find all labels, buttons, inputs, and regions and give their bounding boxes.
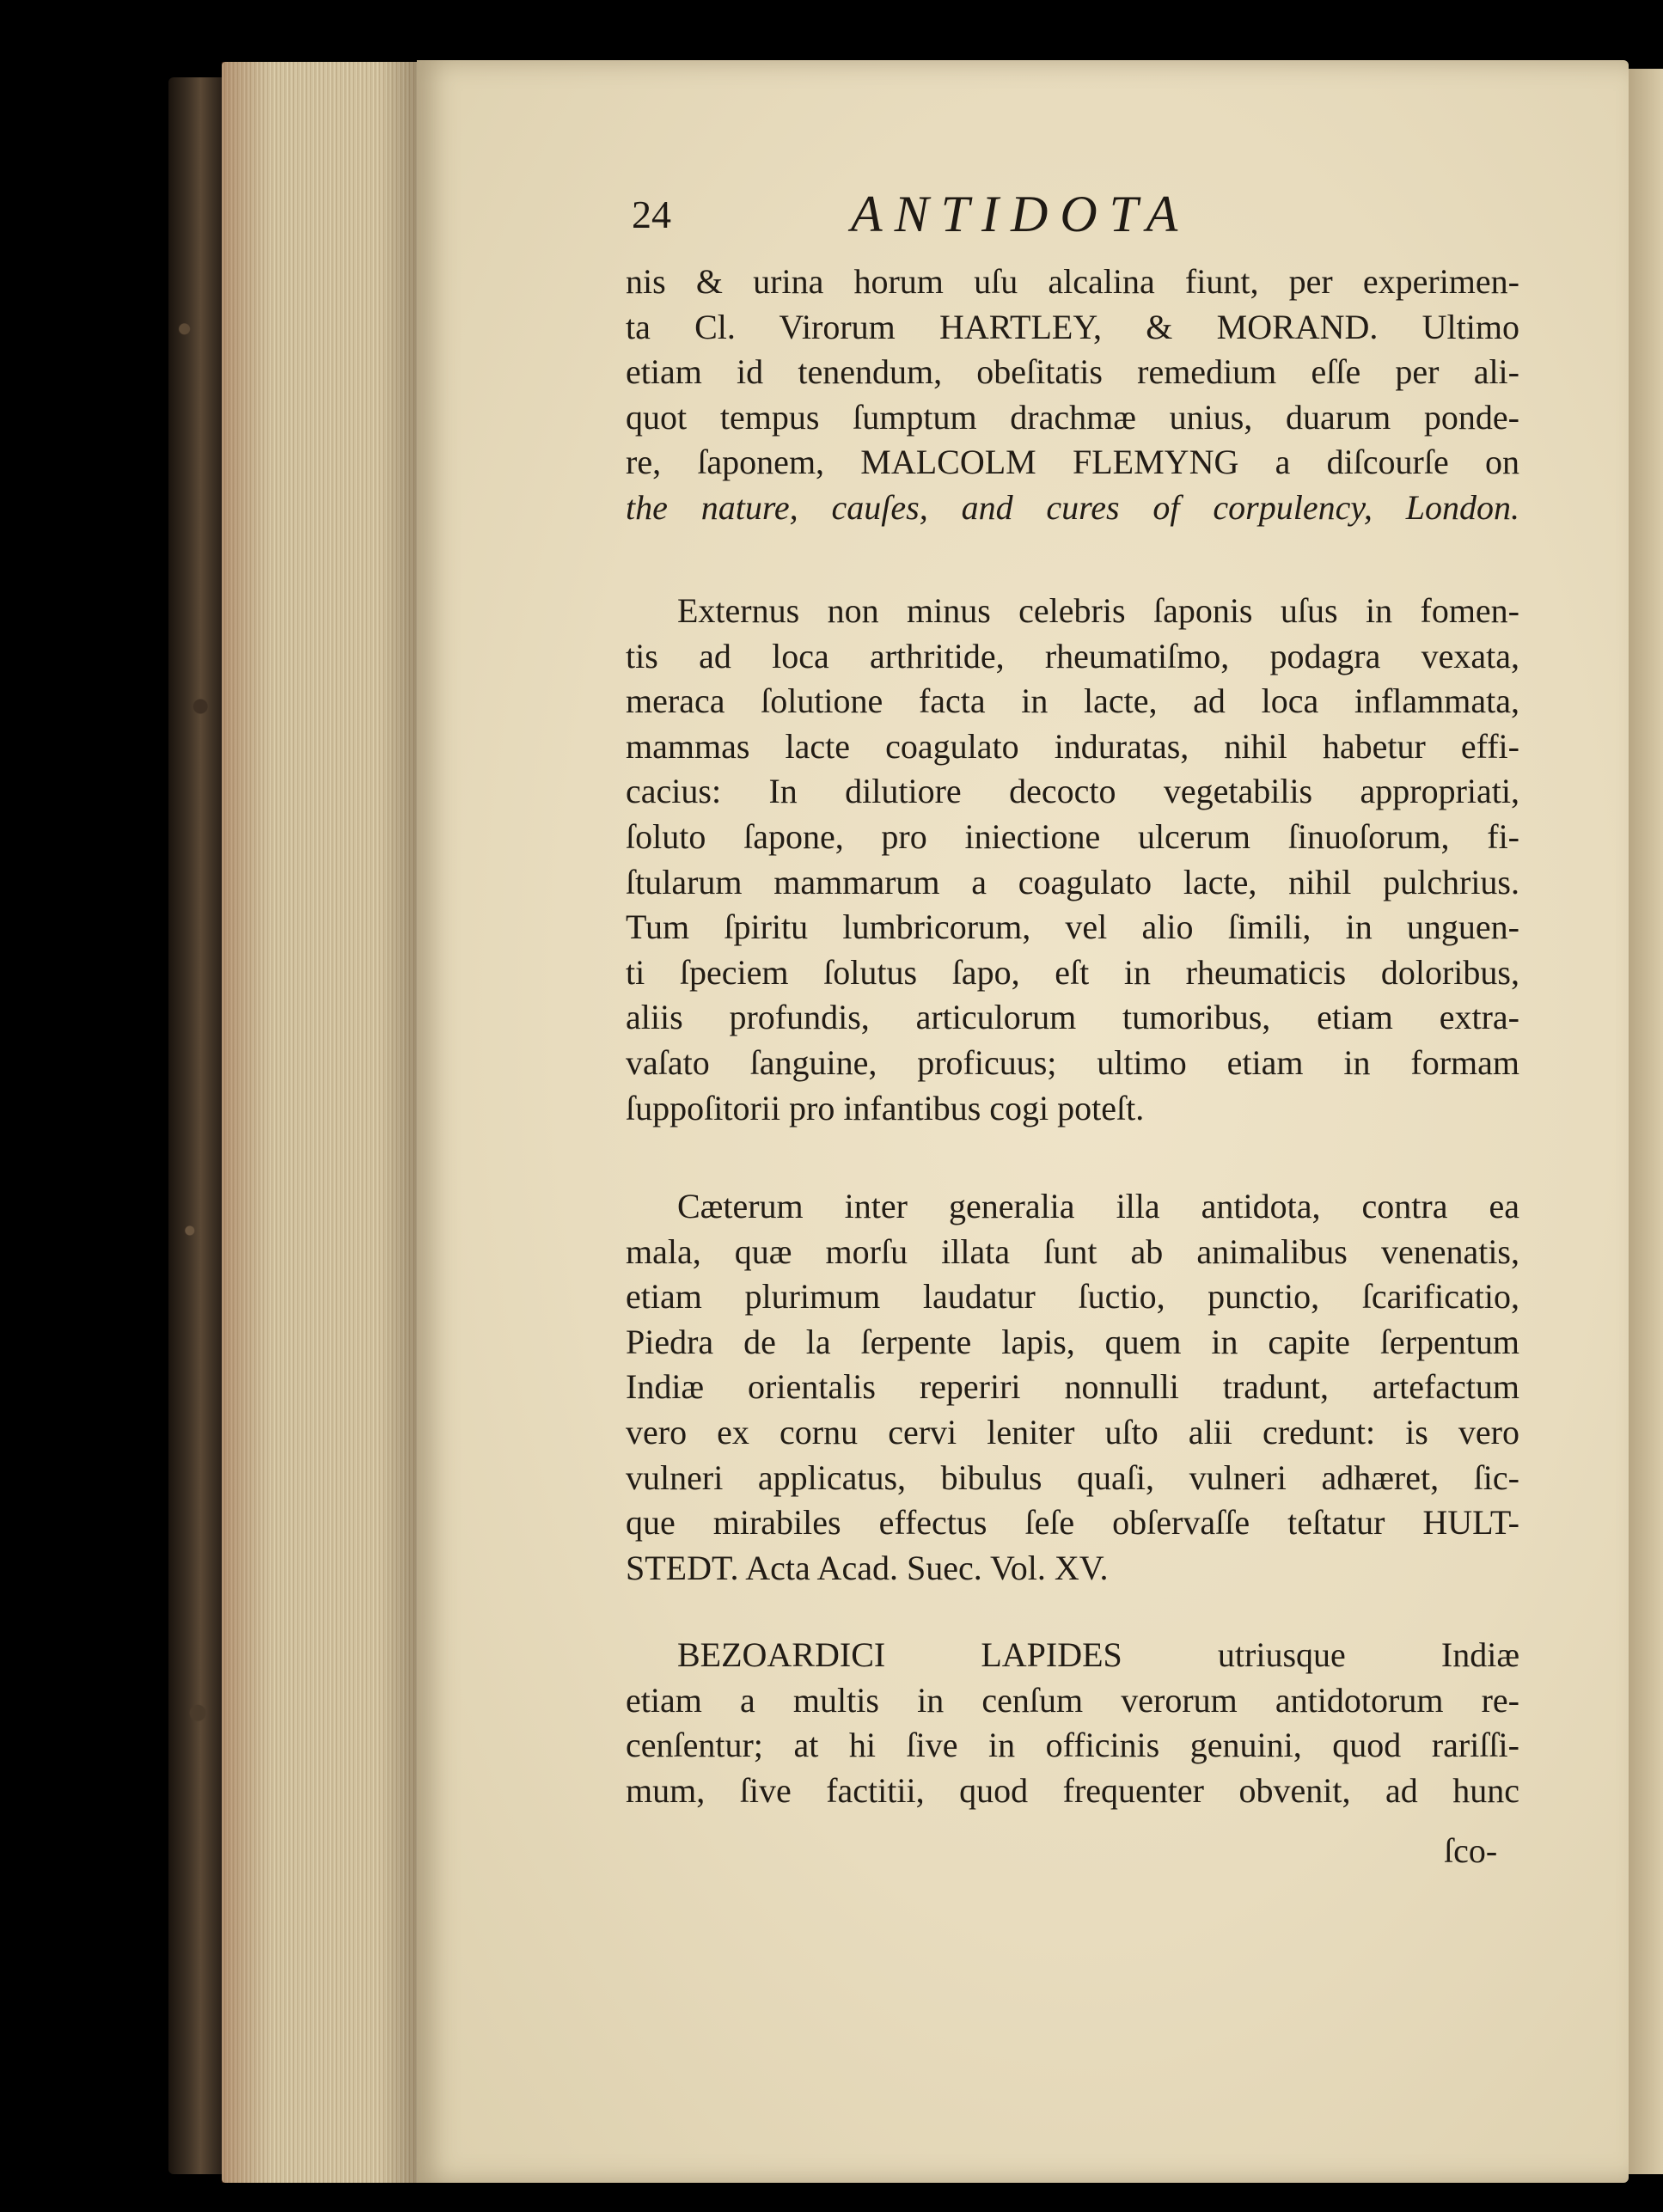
text-line: Cæterum inter generalia illa antidota, contra ea [677,1187,1519,1225]
text-line: mala, quæ morſu illata ſunt ab animalibus venenatis, [626,1231,1519,1271]
text-line: mammas lacte coagulato induratas, nihil habetur effi- [626,726,1519,766]
text-line: vulneri applicatus, bibulus quaſi, vulneri adhæret, ſic- [626,1457,1519,1497]
text-line: aliis profundis, articulorum tumoribus, etiam extra- [626,998,1519,1037]
page-header [632,185,1517,245]
running-head: ANTIDOTA [851,186,1190,242]
paragraph [626,1633,1519,1813]
text-line: cenſentur; at hi ſive in officinis genuini, quod rariſſi- [626,1726,1519,1765]
text-line: etiam plurimum laudatur ſuctio, punctio, ſcarificatio, [626,1277,1519,1317]
text-line: ſoluto ſapone, pro iniectione ulcerum ſinuoſorum, fi- [626,816,1519,856]
text-line: ſuppoſitorii pro infantibus cogi poteſt. [626,1088,1145,1127]
text-line: BEZOARDICI LAPIDES utriusque Indiæ [677,1635,1519,1674]
text-line: Piedra de la ſerpente lapis, quem in capite ſerpentum [626,1322,1519,1361]
text-line: re, ſaponem, MALCOLM FLEMYNG a diſcourſe on [626,443,1519,482]
text-line: tis ad loca arthritide, rheumatiſmo, podagra vexata, [626,636,1519,675]
text-line: ti ſpeciem ſolutus ſapo, eſt in rheumaticis doloribus, [626,952,1519,992]
text-line: mum, ſive factitii, quod frequenter obvenit, ad hunc [626,1770,1519,1810]
paragraph [626,589,1519,1131]
catchword: ſco- [1444,1831,1498,1870]
paragraph [626,260,1519,531]
book-cover-edge [168,77,222,2174]
text-line: Externus non minus celebris ſaponis uſus in fomen- [677,591,1519,630]
text-line: nis & urina horum uſu alcalina fiunt, per experimen- [626,262,1519,301]
text-line: vero ex cornu cervi leniter uſto alii credunt: is vero [626,1412,1519,1451]
text-line: STEDT. Acta Acad. Suec. Vol. XV. [626,1548,1109,1587]
text-line: etiam a multis in cenſum verorum antidotorum re- [626,1680,1519,1720]
facing-page-edge [1629,69,1663,2174]
text-line: the nature, cauſes, and cures of corpulency, London. [626,487,1519,527]
text-line: Indiæ orientalis reperiri nonnulli tradunt, artefactum [626,1367,1519,1407]
text-line: meraca ſolutione facta in lacte, ad loca inflammata, [626,681,1519,721]
page-number: 24 [632,192,671,236]
text-line: Tum ſpiritu lumbricorum, vel alio ſimili, in unguen- [626,907,1519,947]
page-edges [222,62,419,2183]
text-line: vaſato ſanguine, proficuus; ultimo etiam in formam [626,1042,1519,1082]
text-line: ta Cl. Virorum HARTLEY, & MORAND. Ultimo [626,307,1519,346]
text-line: quot tempus ſumptum drachmæ unius, duarum ponde- [626,397,1519,437]
text-line: ſtularum mammarum a coagulato lacte, nihil pulchrius. [626,862,1519,901]
text-line: cacius: In dilutiore decocto vegetabilis appropriati, [626,772,1519,811]
text-line: etiam id tenendum, obeſitatis remedium eſſe per ali- [626,352,1519,392]
text-line: que mirabiles effectus ſeſe obſervaſſe teſtatur HULT- [626,1503,1519,1543]
paragraph [626,1184,1519,1591]
